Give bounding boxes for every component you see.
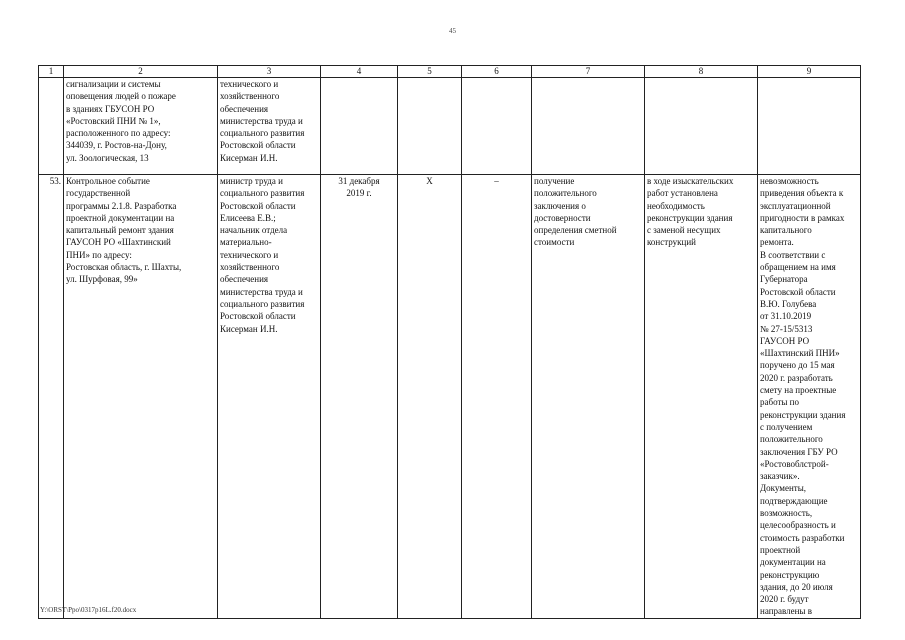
result-cell [532,78,645,175]
cell-text: получение положительного заключения о достоверности определения сметной стоимости [534,176,617,248]
deadline-cell [321,175,398,619]
table-row [39,78,861,175]
cell-text: 53. [49,176,61,186]
column-header: 8 [645,66,758,78]
row-number-cell [39,78,64,175]
column-header: 7 [532,66,645,78]
responsible-person-cell [218,175,321,619]
problems-cell [645,78,758,175]
problems-cell [645,175,758,619]
column-header: 5 [398,66,462,78]
column-5-cell [398,175,462,619]
column-header: 6 [462,66,532,78]
column-header: 2 [64,66,218,78]
cell-text: X [426,176,433,186]
cell-text: министр труда и социального развития Ростовской области Елисеева Е.В.; начальник отдела материально- технического и хозяйственного обеспечения министерства труда и социального развития Ростовской области Кисерман И.Н. [220,176,305,334]
cell-text: в ходе изыскательских работ установлена необходимость реконструкции здания с заменой несущих конструкций [647,176,734,248]
column-header: 1 [39,66,64,78]
cell-text: невозможность приведения объекта к эксплуатационной пригодности в рамках капитального ремонта. В соответствии с обращением на имя Губернатора Ростовской области В.Ю. Голубева от 31.10.2019 № 27-15/5313 ГАУСОН РО «Шахтинский ПНИ» поручено до 15 мая 2020 г. разработать смету на проектные работы по реконструкции здания с получением положительного заключения ГБУ РО «Ростовоблстрой- заказчик». Документы, подтверждающие возможность, целесообразность и стоимость разработки проектной документации на реконструкцию здания, до 20 июля 2020 г. будут направлены в [760,176,846,617]
column-header: 9 [758,66,861,78]
cell-text: – [494,176,499,186]
event-description-cell [64,175,218,619]
notes-cell [758,175,861,619]
cell-text: 31 декабря 2019 г. [338,176,380,199]
column-6-cell [462,175,532,619]
column-header: 3 [218,66,321,78]
page-number: 45 [449,27,456,35]
document-file-path: Y:\ORST\Ppo\0317p16L.f20.docx [40,606,137,614]
table-row [39,175,861,619]
cell-text: сигнализации и системы оповещения людей о пожаре в зданиях ГБУСОН РО «Ростовский ПНИ № 1», расположенного по адресу: 344039, г. Ростов-на-Дону, ул. Зоологическая, 13 [66,79,176,163]
column-6-cell [462,78,532,175]
result-cell [532,175,645,619]
cell-text: Контрольное событие государственной программы 2.1.8. Разработка проектной документации на капитальный ремонт здания ГАУСОН РО «Шахтинский ПНИ» по адресу: Ростовская область, г. Шахты, ул. Шурфовая, 99» [66,176,182,285]
column-5-cell [398,78,462,175]
report-table [38,65,861,619]
table-header-row [39,66,861,78]
cell-text: технического и хозяйственного обеспечения министерства труда и социального развития Ростовской области Кисерман И.Н. [220,79,305,163]
column-header: 4 [321,66,398,78]
event-description-cell [64,78,218,175]
row-number-cell [39,175,64,619]
responsible-person-cell [218,78,321,175]
deadline-cell [321,78,398,175]
notes-cell [758,78,861,175]
